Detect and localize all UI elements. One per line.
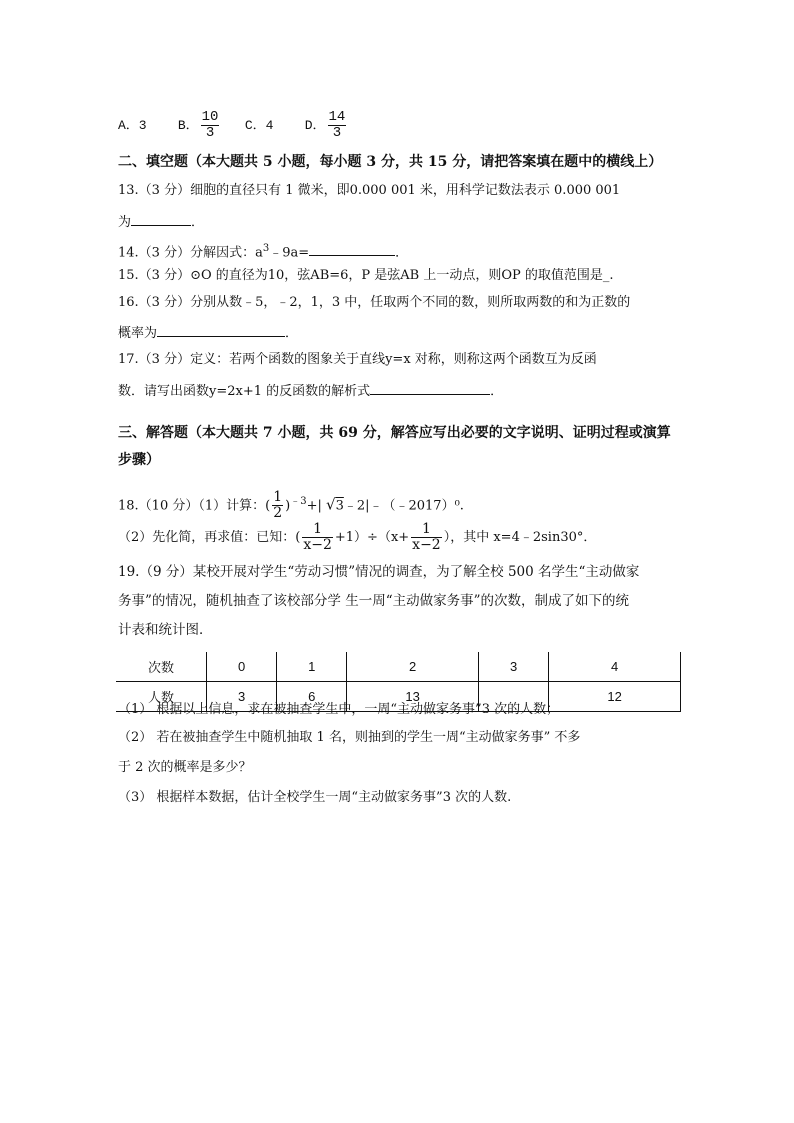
q13-answer-blank (131, 211, 191, 226)
option-c: C．4 (244, 117, 274, 133)
table-cell: 12 (549, 682, 681, 712)
q17-line1: 17.（3 分）定义：若两个函数的图象关于直线y=x 对称，则称这两个函数互为反函 (118, 352, 597, 367)
q13-line1: 13.（3 分）细胞的直径只有 1 微米，即0.000 001 米，用科学记数法表示 0.000 001 (118, 183, 621, 198)
q16-line2: 概率为 ． (118, 322, 298, 344)
q18-part1: 18.（10 分）（1）计算：( $\frac{1}{2}$ )$^{﹣3}$+| √3﹣2|﹣（﹣2017）⁰. (118, 489, 464, 522)
section3-heading-line1: 三、解答题（本大题共 7 小题，共 69 分，解答应写出必要的文字说明、证明过程或演算 (118, 425, 671, 441)
q19-line1: 19.（9 分）某校开展对学生“劳动习惯”情况的调查，为了解全校 500 名学生“主动做家 (118, 564, 640, 580)
q13-line2: 为 ． (118, 211, 204, 233)
table-cell: 3 (207, 682, 277, 712)
table-cell: 0 (207, 652, 277, 682)
q19-line3: 计表和统计图． (118, 622, 213, 638)
table-cell: 人数 (116, 682, 207, 712)
table-cell: 13 (347, 682, 479, 712)
q17-line2: 数．请写出函数y=2x+1 的反函数的解析式 ． (118, 380, 503, 402)
q14: 14.（3 分）分解因式：$a^3﹣9a=$ ． (118, 243, 409, 261)
q19-sub1: （1） 根据以上信息，求在被抽查学生中，一周“主动做家务事”3 次的人数； (118, 702, 560, 717)
q19-sub3: （3） 根据样本数据，估计全校学生一周“主动做家务事”3 次的人数. (118, 790, 512, 805)
q16-line1: 16.（3 分）分别从数﹣5，﹣2，1，3 中，任取两个不同的数，则所取两数的和为正数的 (118, 295, 631, 310)
q19-line2: 务事”的情况，随机抽查了该校部分学 生一周“主动做家务事”的次数，制成了如下的统 (118, 593, 629, 609)
q18-fraction-2: $\frac{1}{x-2}$ (412, 521, 441, 553)
section3-heading-line2: 步骤） (118, 452, 160, 468)
q14-answer-blank (309, 241, 395, 256)
table-row (116, 652, 681, 682)
q16-answer-blank (157, 322, 285, 337)
option-d-label: D． (304, 117, 326, 133)
table-cell: 1 (277, 652, 347, 682)
q18-part2: （2）先化简，再求值：已知：( $\frac{1}{x-2}$ +1）÷（x+ $\frac{1}{x-2}$ ），其中 x=4﹣2sin30°． (118, 521, 597, 553)
answer-options (118, 110, 348, 141)
q15: 15.（3 分）⊙O 的直径为10，弦AB=6，P 是弦AB 上一动点，则OP 的取值范围是_. (118, 268, 614, 283)
table-cell: 次数 (116, 652, 207, 682)
table-cell: 4 (549, 652, 681, 682)
table-cell: 2 (347, 652, 479, 682)
q18-fraction-half: $\frac{1}{2}$ (273, 489, 283, 522)
option-a: A．3 (118, 117, 147, 133)
q18-fraction-1: $\frac{1}{x-2}$ (303, 521, 332, 553)
q17-answer-blank (370, 380, 490, 395)
q19-sub2-line1: （2） 若在被抽查学生中随机抽取 1 名，则抽到的学生一周“主动做家务事” 不多 (118, 730, 581, 745)
table-cell: 3 (479, 652, 549, 682)
q19-sub2-line2: 于 2 次的概率是多少？ (118, 760, 252, 775)
option-b-fraction: $\frac{10}{3}$ (201, 109, 219, 141)
section2-heading: 二、填空题（本大题共 5 小题，每小题 3 分，共 15 分，请把答案填在题中的横线上） (118, 154, 663, 170)
option-d-fraction: $\frac{14}{3}$ (328, 109, 346, 141)
sqrt-icon: √ (326, 495, 336, 514)
option-b-label: B． (177, 117, 199, 133)
table-cell: 6 (277, 682, 347, 712)
